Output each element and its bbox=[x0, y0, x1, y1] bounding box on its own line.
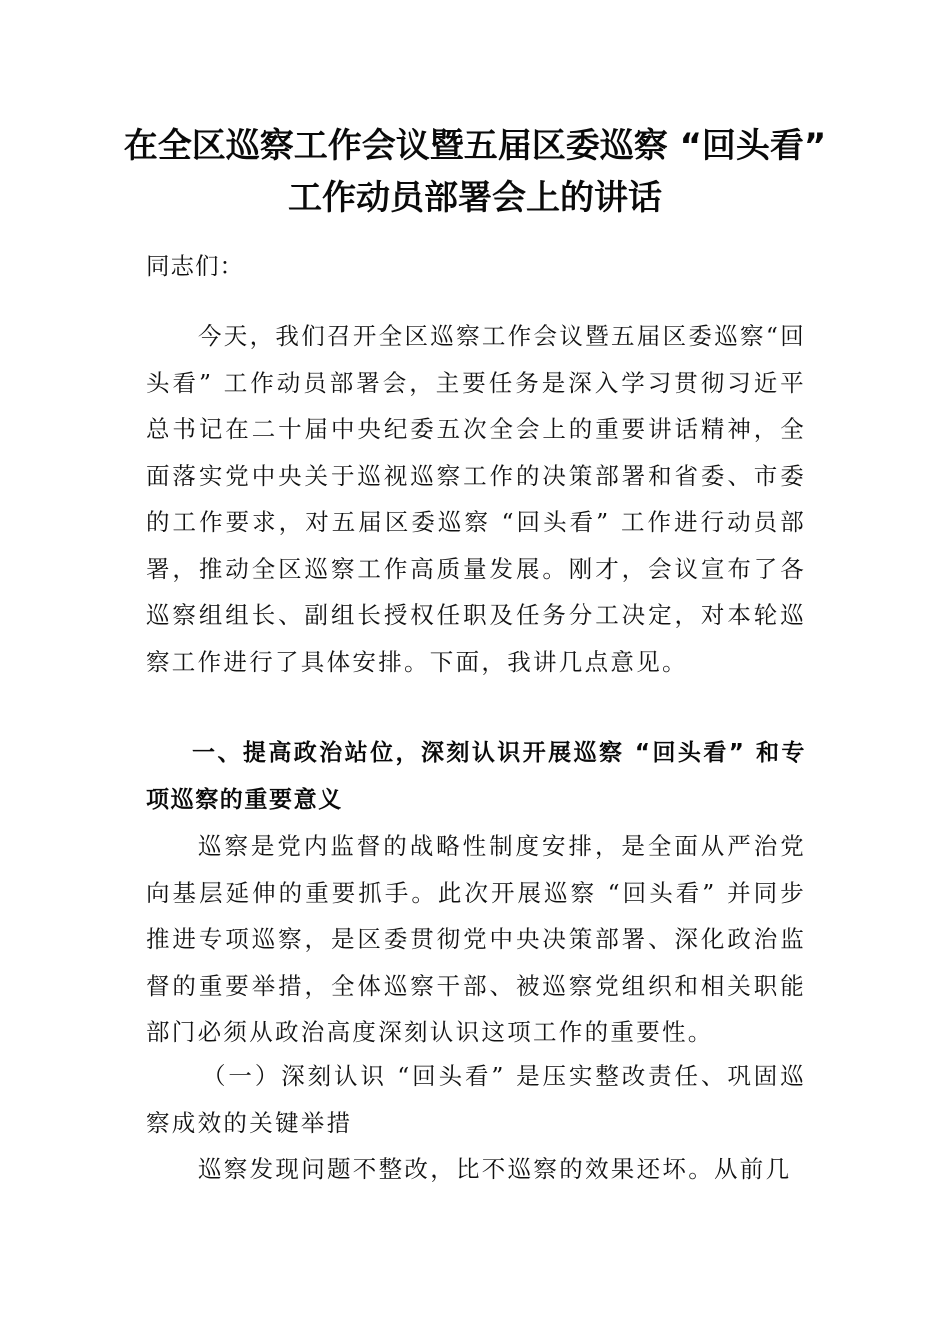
document-title: 在全区巡察工作会议暨五届区委巡察 “回头看” 工作动员部署会上的讲话 bbox=[123, 126, 827, 218]
paragraph-opening: 今天，我们召开全区巡察工作会议暨五届区委巡察“回头看” 工作动员部署会，主要任务是深入学习贯彻习近平总书记在二十届中央纪委五次全会上的重要讲话精神，全面落实党中央关于巡视巡察工作的决策部署和省委、市委的工作要求，对五届区委巡察 “回头看” 工作进行动员部署，推动全区巡察工作高质量发展。刚才，会议宣布了各巡察组组长、副组长授权任职及任务分工决定，对本轮巡察工作进行了具体安排。下面，我讲几点意见。 bbox=[146, 322, 806, 676]
subheading-1: （一）深刻认识 “回头看” 是压实整改责任、巩固巡察成效的关键举措 bbox=[146, 1062, 806, 1137]
salutation: 同志们： bbox=[146, 252, 244, 280]
section-heading-1: 一、提高政治站位，深刻认识开展巡察 “回头看” 和专项巡察的重要意义 bbox=[146, 740, 806, 813]
paragraph-subsection-1: 巡察发现问题不整改，比不巡察的效果还坏。从前几 bbox=[198, 1155, 792, 1183]
paragraph-section-1: 巡察是党内监督的战略性制度安排，是全面从严治党向基层延伸的重要抓手。此次开展巡察 “回头看” 并同步推进专项巡察，是区委贯彻党中央决策部署、深化政治监督的重要举措，全体巡察干部、被巡察党组织和相关职能部门必须从政治高度深刻认识这项工作的重要性。 bbox=[146, 832, 806, 1046]
